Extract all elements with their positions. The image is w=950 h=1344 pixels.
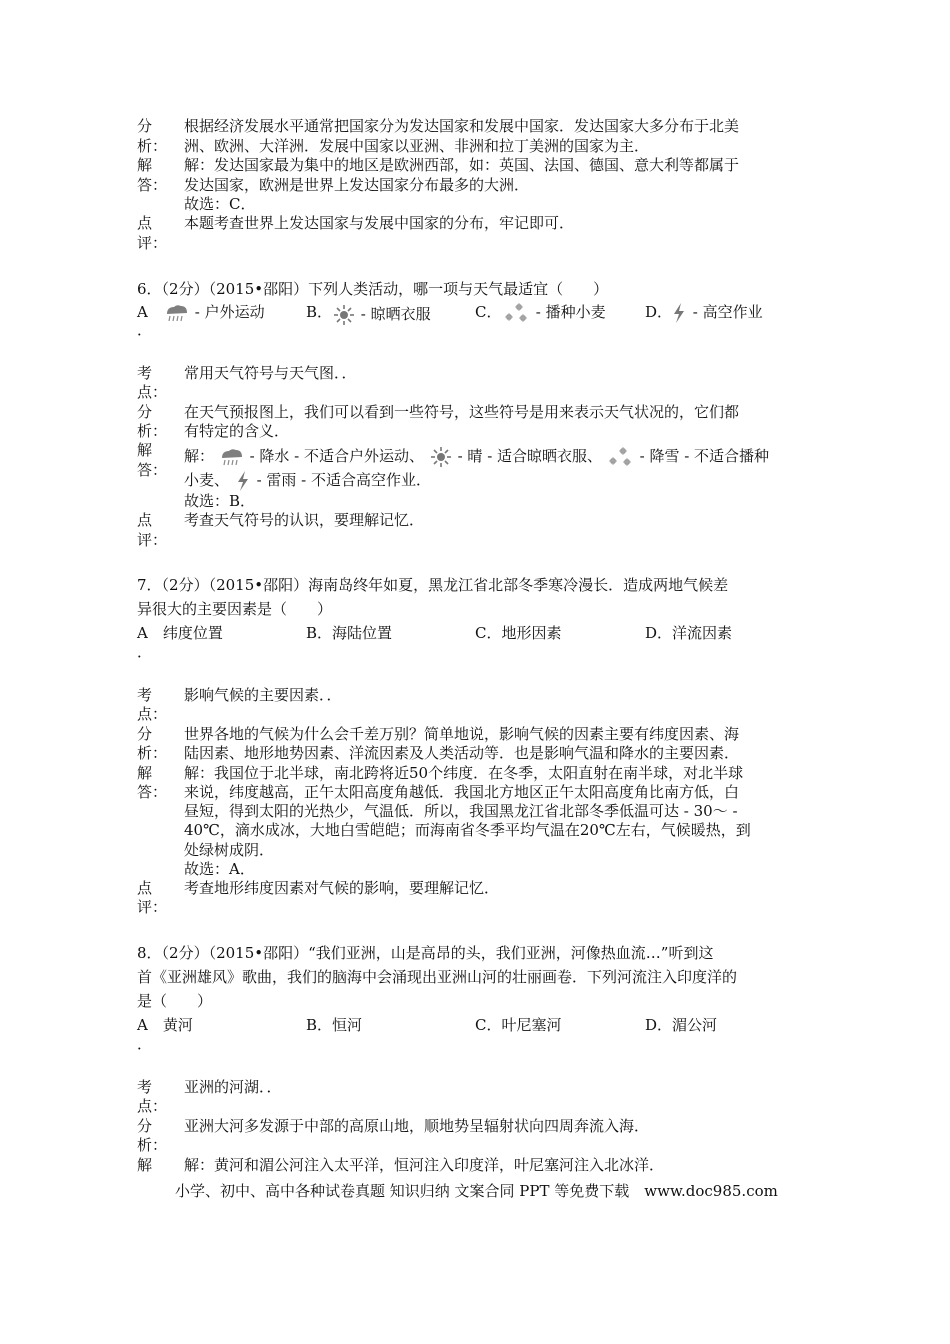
option-a-content: - 户外运动 — [164, 302, 265, 323]
answer-label: 解 — [137, 764, 153, 782]
exam-point-label: 考 — [137, 364, 153, 382]
analysis-line: 洲、欧洲、大洋洲．发展中国家以亚洲、非洲和拉丁美洲的国家为主． — [184, 137, 650, 155]
option-b: B．海陆位置 — [306, 624, 393, 642]
answer-line: 发达国家，欧洲是世界上发达国家分布最多的大洲． — [184, 176, 530, 194]
answer-line: 故选：B． — [184, 492, 256, 510]
thunder-icon — [670, 302, 688, 324]
analysis-label-2: 析： — [137, 422, 168, 440]
answer-line: 昼短，得到太阳的光热少，气温低．所以，我国黑龙江省北部冬季低温可达 - 30～ - — [184, 802, 738, 820]
analysis-label: 分 — [137, 725, 153, 743]
thunder-icon — [234, 470, 252, 492]
comment-label-2: 评： — [137, 234, 168, 252]
question-stem: 6．（2分）（2015•邵阳）下列人类活动，哪一项与天气最适宜（ ） — [137, 280, 609, 298]
sun-icon — [332, 304, 356, 326]
analysis-line: 世界各地的气候为什么会千差万别？简单地说，影响气候的因素主要有纬度因素、海 — [184, 725, 740, 743]
exam-point-line: 亚洲的河湖．． — [184, 1078, 282, 1096]
comment-line: 考查天气符号的认识，要理解记忆． — [184, 511, 425, 529]
comment-line: 考查地形纬度因素对气候的影响，要理解记忆． — [184, 879, 500, 897]
comment-label: 点 — [137, 511, 153, 529]
comment-label: 点 — [137, 879, 153, 897]
answer-line: 解：黄河和湄公河注入太平洋，恒河注入印度洋，叶尼塞河注入北冰洋． — [184, 1156, 665, 1174]
analysis-label: 分 — [137, 117, 153, 135]
exam-point-label-2: 点： — [137, 1097, 168, 1115]
answer-line: 处绿树成阴． — [184, 841, 275, 859]
rain-icon — [219, 447, 245, 467]
comment-line: 本题考查世界上发达国家与发展中国家的分布，牢记即可． — [184, 214, 575, 232]
exam-point-label: 考 — [137, 686, 153, 704]
comment-label-2: 评： — [137, 531, 168, 549]
question-stem: 首《亚洲雄风》歌曲，我们的脑海中会涌现出亚洲山河的壮丽画卷．下列河流注入印度洋的 — [137, 968, 738, 986]
option-d: D．洋流因素 — [645, 624, 733, 642]
option-b: B．恒河 — [306, 1016, 363, 1034]
option-letter: A — [137, 303, 148, 321]
option-c: C． — [475, 303, 502, 321]
analysis-line: 根据经济发展水平通常把国家分为发达国家和发展中国家．发达国家大多分布于北美 — [184, 117, 740, 135]
answer-line: 解：我国位于北半球，南北跨将近50个纬度．在冬季，太阳直射在南半球，对北半球 — [184, 764, 744, 782]
option-a: A 黄河 — [137, 1016, 193, 1034]
option-d: D． — [645, 303, 673, 321]
answer-label: 解 — [137, 1156, 153, 1174]
analysis-label: 分 — [137, 1117, 153, 1135]
question-stem: 异很大的主要因素是（ ） — [137, 600, 333, 618]
option-c: C．叶尼塞河 — [475, 1016, 562, 1034]
exam-point-label-2: 点： — [137, 705, 168, 723]
analysis-line: 陆因素、地形地势因素、洋流因素及人类活动等．也是影响气温和降水的主要因素． — [184, 744, 740, 762]
answer-line: 解：发达国家最为集中的地区是欧洲西部，如：英国、法国、德国、意大利等都属于 — [184, 156, 740, 174]
rain-icon — [164, 303, 190, 323]
option-d-content: - 高空作业 — [670, 302, 763, 324]
option-dot: ． — [137, 1035, 153, 1053]
sun-icon — [429, 446, 453, 468]
answer-line: 小麦、 - 雷雨 - 不适合高空作业． — [184, 470, 431, 492]
option-dot: ． — [137, 643, 153, 661]
option-c-content: - 播种小麦 — [503, 302, 606, 324]
answer-label-2: 答： — [137, 176, 168, 194]
option-dot: ． — [137, 321, 153, 339]
option-a: A 纬度位置 — [137, 624, 223, 642]
option-d: D．湄公河 — [645, 1016, 718, 1034]
comment-label-2: 评： — [137, 898, 168, 916]
snow-icon — [607, 446, 635, 468]
option-b-content: - 晾晒衣服 — [332, 304, 431, 326]
option-a — [137, 302, 148, 322]
analysis-line: 在天气预报图上，我们可以看到一些符号，这些符号是用来表示天气状况的，它们都 — [184, 403, 740, 421]
answer-label: 解 — [137, 156, 153, 174]
analysis-label-2: 析： — [137, 744, 168, 762]
answer-line: 解： - 降水 - 不适合户外运动、 - 晴 - 适合晾晒衣服、 - 降雪 - 不适合播种 — [184, 446, 769, 468]
answer-line: 40℃，滴水成冰，大地白雪皑皑；而海南省冬季平均气温在20℃左右，气候暖热，到 — [184, 821, 751, 839]
question-stem: 7．（2分）（2015•邵阳）海南岛终年如夏，黑龙江省北部冬季寒冷漫长．造成两地气候差 — [137, 576, 729, 594]
option-c: C．地形因素 — [475, 624, 562, 642]
analysis-label: 分 — [137, 403, 153, 421]
analysis-line: 有特定的含义． — [184, 422, 290, 440]
comment-label: 点 — [137, 214, 153, 232]
answer-label-2: 答： — [137, 461, 168, 479]
answer-line: 故选：C． — [184, 195, 256, 213]
page-footer: 小学、初中、高中各种试卷真题 知识归纳 文案合同 PPT 等免费下载 www.doc985.com — [175, 1182, 778, 1200]
answer-label-2: 答： — [137, 783, 168, 801]
snow-icon — [503, 302, 531, 324]
exam-point-label-2: 点： — [137, 383, 168, 401]
exam-point-line: 常用天气符号与天气图．． — [184, 364, 357, 382]
analysis-line: 亚洲大河多发源于中部的高原山地，顺地势呈辐射状向四周奔流入海． — [184, 1117, 650, 1135]
answer-line: 来说，纬度越高，正午太阳高度角越低．我国北方地区正午太阳高度角比南方低，白 — [184, 783, 740, 801]
answer-line: 故选：A． — [184, 860, 255, 878]
question-stem: 是（ ） — [137, 992, 213, 1010]
exam-point-label: 考 — [137, 1078, 153, 1096]
option-b: B． — [306, 303, 333, 321]
answer-label: 解 — [137, 441, 153, 459]
exam-point-line: 影响气候的主要因素．． — [184, 686, 342, 704]
analysis-label-2: 析： — [137, 1136, 168, 1154]
question-stem: 8．（2分）（2015•邵阳）“我们亚洲，山是高昂的头，我们亚洲，河像热血流…”听到这 — [137, 944, 714, 962]
analysis-label-2: 析： — [137, 137, 168, 155]
